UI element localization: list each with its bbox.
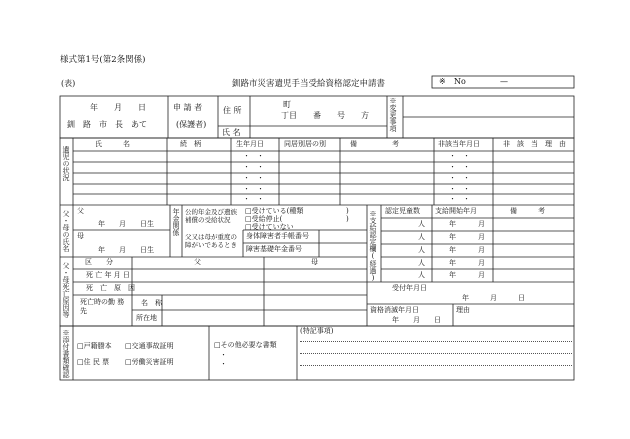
parents-section-label: 父・母の氏名 [62,210,70,252]
disability-desc: 父又は母が重度の障がいであるとき [185,233,237,249]
lapse-date-value[interactable]: 年 月 日 [392,316,441,324]
year-unit: 年 [449,271,456,279]
year-unit: 年 [449,246,456,254]
orphan-section-label: 遺児の状況 [62,146,70,181]
payment-note-label: 備 考 [510,207,545,215]
header-ineligible-reason: 非 該 当 理 由 [503,140,566,148]
month-unit: 月 [478,246,485,254]
received-date-label: 受付年月日 [392,284,427,292]
header-remarks: 備 考 [350,140,399,148]
death-cause-label: 死 亡 原 因 [86,284,135,292]
header-cohabit: 同居別居の別 [284,140,326,148]
dob-dots: ・ ・ [243,163,264,171]
month-unit: 月 [478,220,485,228]
address-town[interactable]: 町 [283,100,291,109]
name-label: 氏 名 [222,128,241,137]
pension-option-suspended[interactable]: □受給停止( [245,215,283,223]
receipt-mark: ※ [439,77,446,86]
count-label: 認定児童数 [385,207,420,215]
dob-dots: ・ ・ [243,185,264,193]
death-mother-header: 母 [311,258,318,266]
disability-pension-no: 障害基礎年金番号 [246,245,302,253]
header-dob: 生年月日 [236,140,264,148]
month-unit: 月 [478,259,485,267]
note-line [300,365,572,366]
header-relation: 続 柄 [180,140,201,148]
ineligible-dots: ・ ・ [449,152,470,160]
addressee: 釧 路 市 長 あて [67,120,147,129]
receipt-no-value: — [500,77,508,86]
pension-section-label: 年金関係 [172,208,180,236]
receipt-no-label: No [454,77,466,86]
start-month-label: 支給開始年月 [435,207,477,215]
dob-dots: ・ ・ [243,152,264,160]
attachments-section-label: ※添付書類確認 [62,329,70,378]
death-kubun: 区 分 [85,258,113,266]
attach-bullet: ・ [220,360,227,368]
death-workplace-label: 死亡時の勤 務 先 [80,298,125,315]
page-side-label: (表) [61,79,76,88]
header-name: 氏 名 [95,140,130,148]
disability-book-no: 身体障害者手帳番号 [246,232,309,240]
workplace-name-label: 名 称 [141,299,162,307]
attach-family-register[interactable]: □戸籍謄本 [77,342,112,350]
application-date[interactable]: 年 月 日 [90,103,146,112]
attach-work-accident[interactable]: □労働災害証明 [125,358,174,366]
ineligible-dots: ・ ・ [449,163,470,171]
dob-dots: ・ ・ [243,174,264,182]
person-unit: 人 [418,233,425,241]
attach-traffic-accident[interactable]: □交通事故証明 [125,342,174,350]
paren-close: ) [346,207,349,215]
person-unit: 人 [418,246,425,254]
ineligible-dots: ・ ・ [449,195,470,203]
workplace-location-label: 所在地 [136,314,157,322]
address-label: 住 所 [223,106,242,115]
month-unit: 月 [478,271,485,279]
lapse-date-label: 資格消滅年月日 [370,306,419,314]
person-unit: 人 [418,271,425,279]
applicant-label: 申 請 者 [173,103,203,112]
person-unit: 人 [418,259,425,267]
dob-dots: ・ ・ [243,195,264,203]
header-ineligible-date: 非該当年月日 [438,140,480,148]
received-date-value[interactable]: 年 月 日 [462,294,525,302]
attach-bullet: ・ [220,351,227,359]
month-unit: 月 [478,233,485,241]
special-notes-label: (特記事項) [300,327,334,335]
ineligible-dots: ・ ・ [449,174,470,182]
pension-option-receiving[interactable]: □受けている(種類 [245,207,304,215]
ineligible-dots: ・ ・ [449,185,470,193]
mother-label: 母 [77,232,84,240]
year-unit: 年 [449,259,456,267]
guardian-label: (保護者) [176,120,207,129]
mother-birth[interactable]: 年 月 日生 [98,246,154,254]
note-line [300,341,572,342]
address-chome[interactable]: 丁目 番 号 方 [281,111,369,120]
father-birth[interactable]: 年 月 日生 [98,220,154,228]
death-section-label: 父・母死亡原因等 [62,262,70,318]
pension-option-none[interactable]: □受けていない [245,223,294,231]
payment-section-label: ※支給認定欄(経過) [369,210,377,282]
attach-other[interactable]: □その他必要な書類 [214,341,277,349]
form-number: 様式第1号(第2条関係) [60,55,146,65]
father-label: 父 [77,207,84,215]
lapse-reason-label: 理由 [456,306,470,314]
person-unit: 人 [418,220,425,228]
year-unit: 年 [449,233,456,241]
death-date-label: 死 亡 年 月 日 [86,271,130,279]
year-unit: 年 [449,220,456,228]
attach-resident-card[interactable]: □住 民 票 [77,358,110,366]
form-title: 釧路市災害遺児手当受給資格認定申請書 [232,79,386,89]
note-line [300,353,572,354]
death-father-header: 父 [194,258,201,266]
pension-desc: 公的年金及び遺族補償の受給状況 [185,208,237,224]
change-items-label: ※変更事項 [389,97,397,132]
paren-close: ) [346,215,349,223]
